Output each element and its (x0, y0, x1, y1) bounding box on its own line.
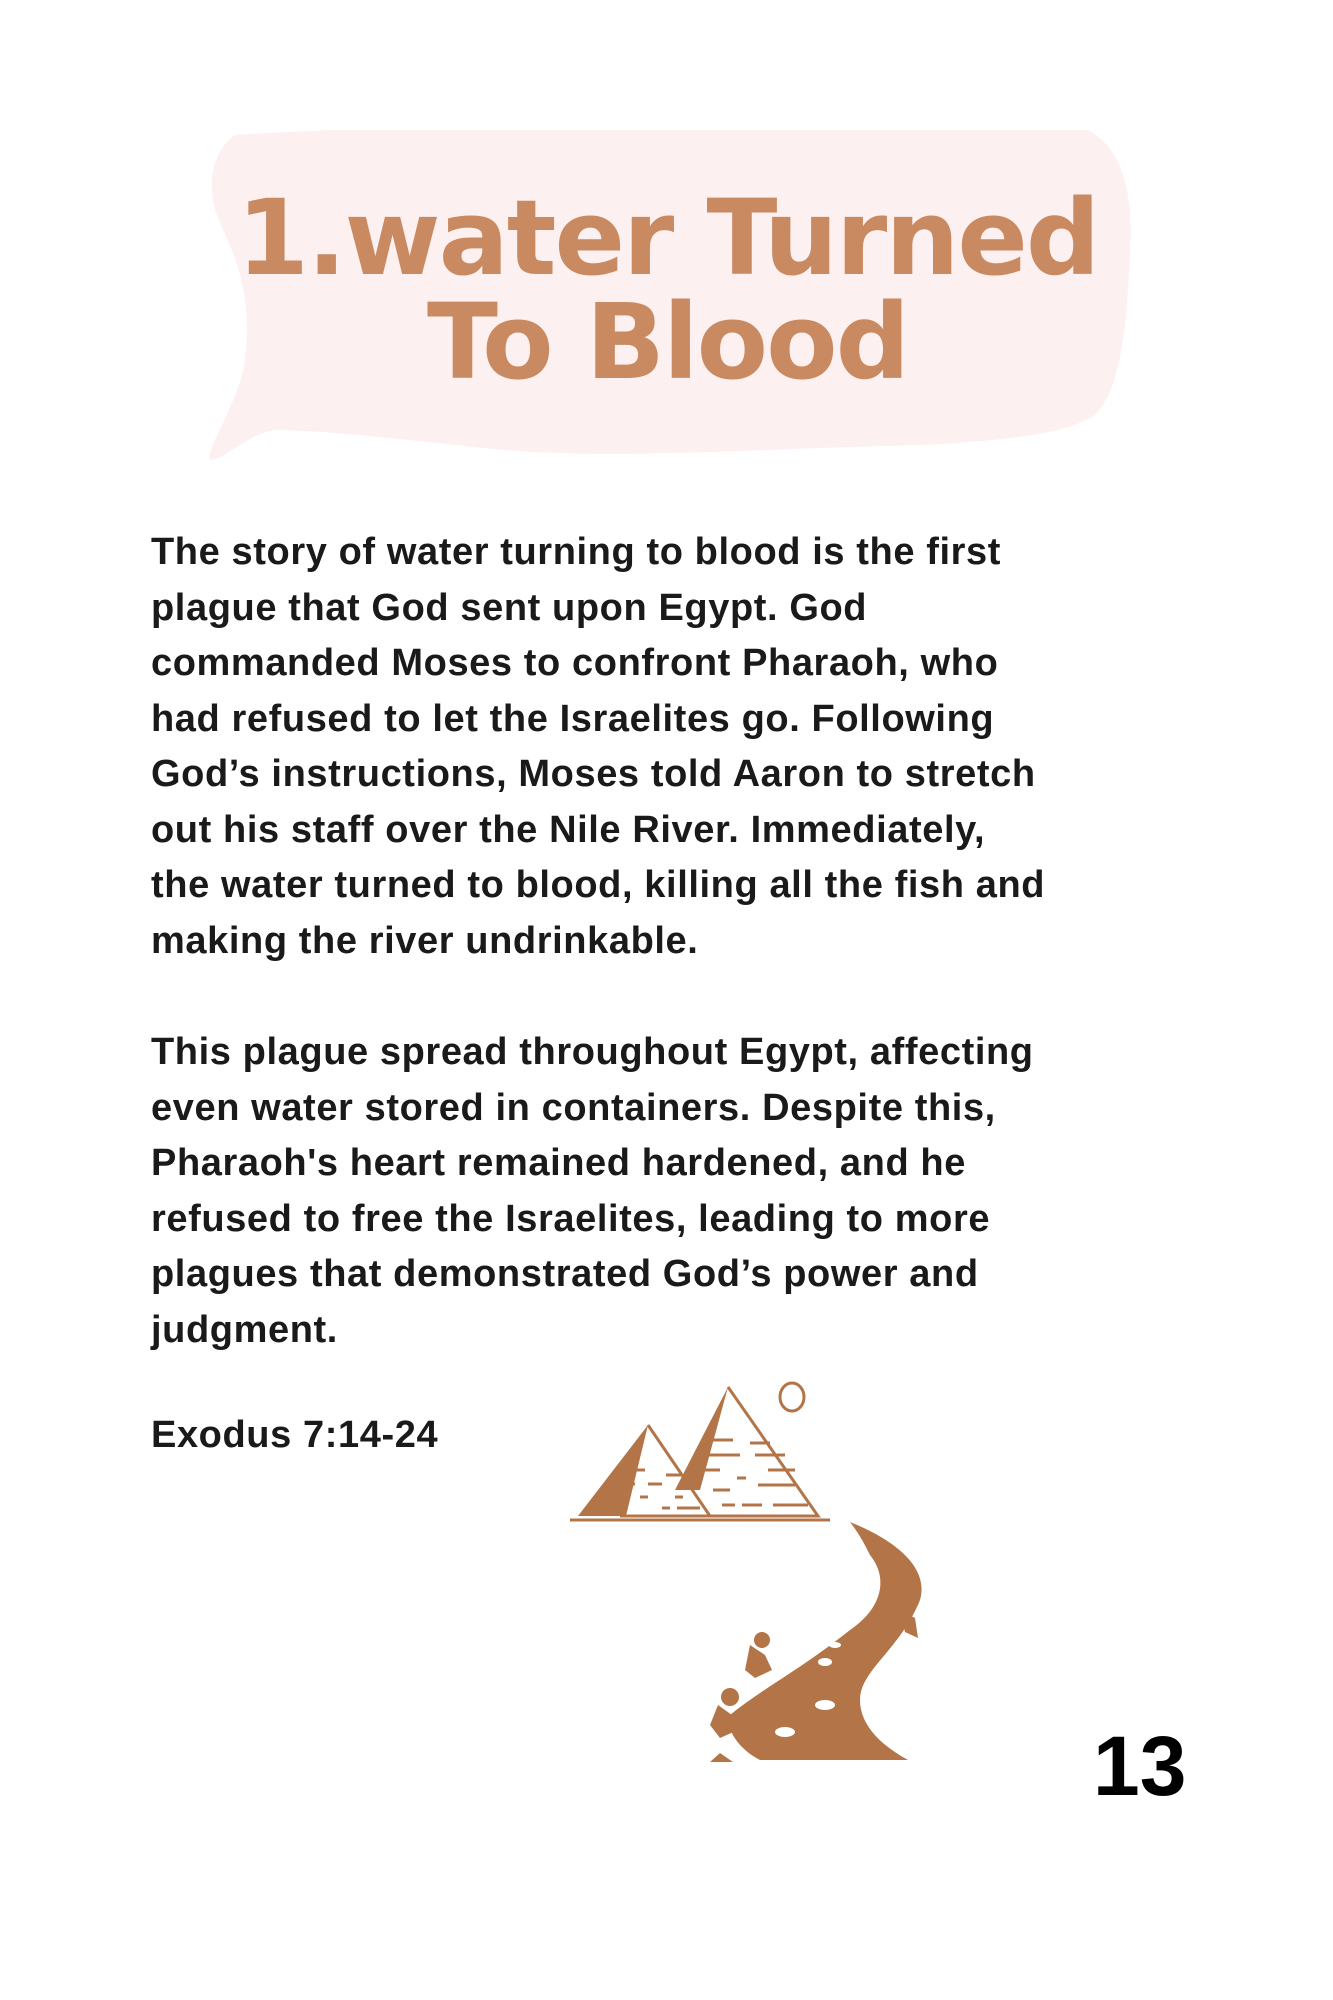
story-paragraph-2 (151, 1025, 1251, 1358)
text-line: the water turned to blood, killing all the fish and (151, 864, 1046, 906)
page-title-line-1: 1.water Turned (236, 177, 1099, 299)
text-line: Pharaoh's heart remained hardened, and he (151, 1142, 966, 1184)
text-line: out his staff over the Nile River. Immediately, (151, 808, 986, 851)
blood-river-icon (710, 1522, 922, 1762)
text-line: The story of water turning to blood is the first (151, 531, 1002, 573)
story-paragraph-1 (151, 525, 1251, 969)
page-title-line-2: To Blood (426, 281, 909, 403)
pyramids-and-river-illustration (560, 1370, 1040, 1770)
text-line: This plague spread throughout Egypt, affecting (151, 1031, 1034, 1073)
text-line: had refused to let the Israelites go. Following (151, 697, 995, 740)
sun-icon (780, 1383, 804, 1411)
text-line: judgment. (151, 1308, 338, 1351)
text-line: commanded Moses to confront Pharaoh, who (151, 642, 999, 684)
text-line: God’s instructions, Moses told Aaron to stretch (151, 753, 1036, 795)
text-line: plagues that demonstrated God’s power and (151, 1253, 979, 1295)
text-line: refused to free the Israelites, leading to more (151, 1197, 991, 1240)
scripture-reference: Exodus 7:14-24 (151, 1414, 439, 1456)
text-line: plague that God sent upon Egypt. God (151, 586, 868, 629)
page-number: 13 (1093, 1719, 1187, 1813)
text-line: making the river undrinkable. (151, 919, 699, 962)
pyramids-icon (570, 1387, 830, 1520)
text-line: even water stored in containers. Despite this, (151, 1086, 996, 1129)
